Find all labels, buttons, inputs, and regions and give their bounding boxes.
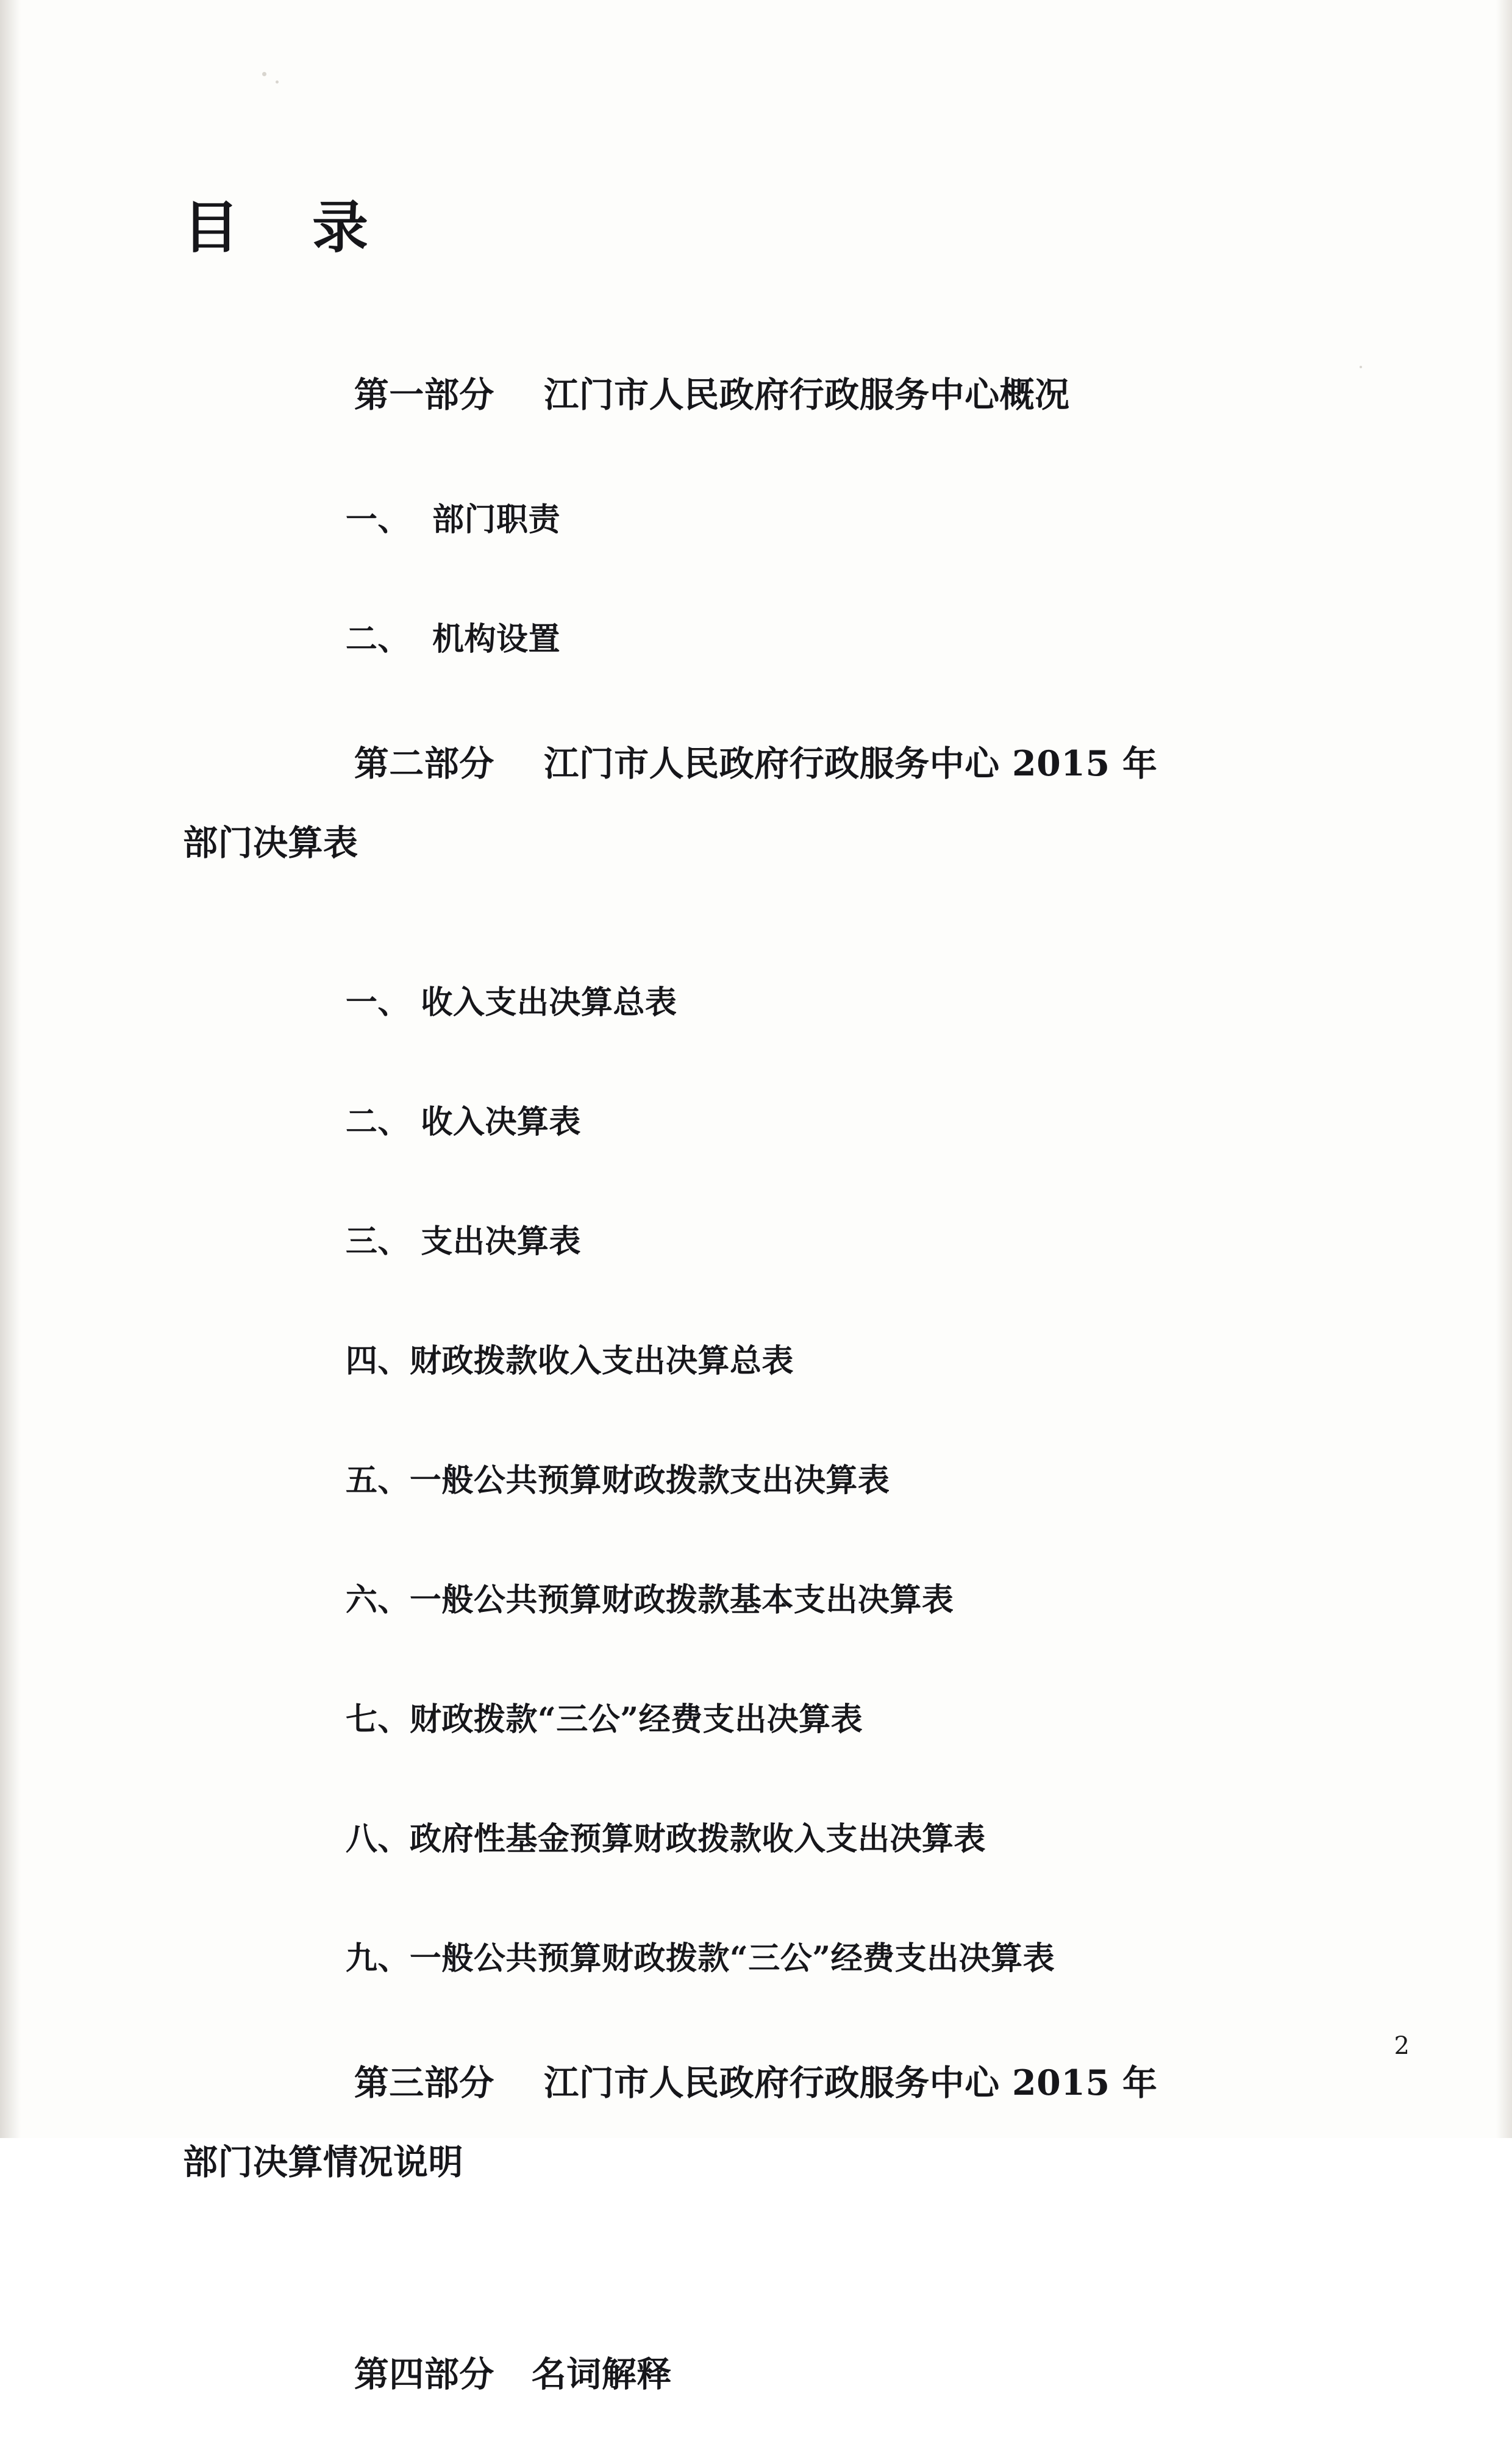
toc-entry-label: 五、一般公共预算财政拨款支出决算表 [345,1462,890,1499]
toc-entry-part-2-item-6[interactable] [183,1553,1341,1648]
toc-entry-label-continuation: 部门决算表 [183,822,358,863]
toc-entry-label: 九、一般公共预算财政拨款“三公”经费支出决算表 [345,1940,1055,1977]
toc-entry-part-3[interactable] [183,2031,1341,2249]
toc-entry-part-2-item-2[interactable] [183,1075,1341,1170]
table-of-contents [183,343,1341,2426]
toc-entry-label: 七、财政拨款“三公”经费支出决算表 [345,1701,863,1738]
section-spacer [183,2275,1341,2322]
toc-entry-label: 第二部分 江门市人民政府行政服务中心 2015 年 [354,743,1158,784]
toc-entry-label: 一、 部门职责 [345,501,561,538]
page-number: 2 [1394,2032,1410,2060]
toc-entry-part-2-item-1[interactable] [183,955,1341,1050]
toc-entry-label: 六、一般公共预算财政拨款基本支出决算表 [345,1581,954,1619]
toc-entry-label: 八、政府性基金预算财政拨款收入支出决算表 [345,1820,986,1858]
toc-entry-part-2-item-4[interactable] [183,1314,1341,1409]
toc-entry-label: 一、 收入支出决算总表 [345,984,677,1021]
toc-entry-label: 二、 机构设置 [345,621,561,658]
toc-entry-label: 第一部分 江门市人民政府行政服务中心概况 [354,374,1070,415]
toc-entry-part-2-item-9[interactable] [183,1911,1341,2006]
page-title-char-1: 目 [183,194,240,260]
toc-entry-part-1-item-2[interactable] [183,592,1341,687]
toc-entry-label-continuation: 部门决算情况说明 [183,2142,463,2183]
toc-entry-part-2-item-7[interactable] [183,1672,1341,1767]
toc-entry-part-2-item-8[interactable] [183,1792,1341,1887]
scan-speck [1360,366,1362,368]
toc-entry-part-2-item-3[interactable] [183,1194,1341,1289]
toc-entry-label: 第三部分 江门市人民政府行政服务中心 2015 年 [354,2062,1158,2103]
page-title-wrap [183,0,945,263]
toc-entry-label: 三、 支出决算表 [345,1223,581,1260]
toc-entry-part-2[interactable] [183,711,1341,930]
page-content [183,0,1341,2452]
toc-entry-label: 四、财政拨款收入支出决算总表 [345,1342,794,1380]
page-title [183,0,945,263]
toc-entry-label: 第四部分 名词解释 [354,2354,672,2395]
toc-entry-label: 二、 收入决算表 [345,1103,581,1141]
toc-entry-part-4[interactable] [183,2322,1341,2426]
toc-entry-part-2-item-5[interactable] [183,1433,1341,1528]
toc-entry-part-1-item-1[interactable] [183,472,1341,568]
page-title-char-2: 录 [312,194,369,260]
toc-entry-part-1[interactable] [183,343,1341,447]
